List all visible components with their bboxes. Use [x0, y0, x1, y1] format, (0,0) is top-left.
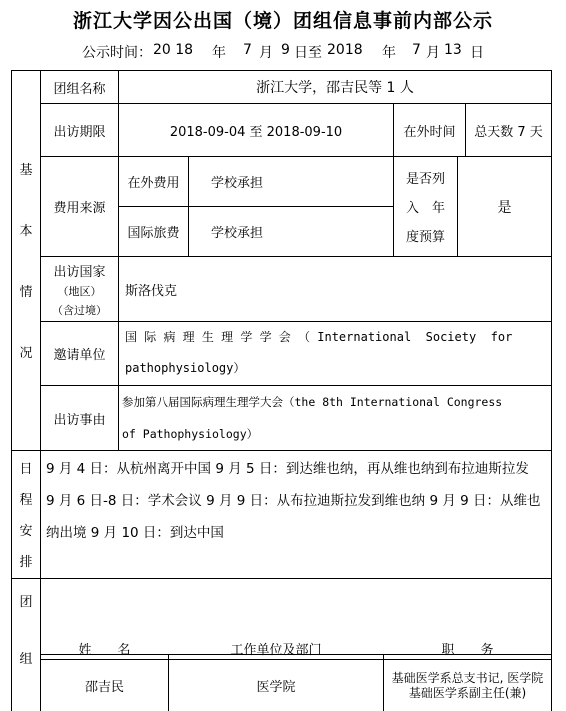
budget-value: 是	[497, 199, 512, 216]
section-char: 组	[19, 652, 33, 667]
col-header-name: 姓 名	[78, 642, 131, 658]
schedule-text	[46, 453, 550, 549]
col-header-unit: 工作单位及部门	[230, 642, 322, 658]
grid-line	[11, 450, 552, 451]
days-abroad-label: 在外时间	[403, 124, 456, 140]
grid-line	[551, 70, 552, 711]
travel-cost-value: 学校承担	[211, 226, 264, 241]
member-title-line: 基础医学系总支书记, 医学院	[391, 670, 544, 685]
start-day-unit: 日至	[294, 45, 322, 61]
schedule-line: 纳出境 9 月 10 日：到达中国	[46, 525, 224, 541]
country-label-line: （地区）	[57, 284, 102, 298]
days-abroad-value: 总天数 7 天	[474, 124, 543, 140]
inviter-line: pathophysiology）	[125, 361, 246, 375]
country-label-line: 出访国家	[53, 264, 106, 280]
section-char: 安	[19, 524, 33, 539]
member-title-line: 基础医学系副主任(兼)	[408, 685, 527, 700]
basic-section-label	[12, 150, 40, 370]
section-char: 团	[19, 595, 33, 610]
end-day-unit: 日	[470, 45, 484, 61]
period-value: 2018-09-04 至 2018-09-10	[169, 124, 343, 140]
inviter-line: 国 际 病 理 生 理 学 学 会 （ International Society for	[125, 330, 513, 344]
country-label-line: （含过境）	[52, 303, 107, 317]
section-char: 况	[19, 346, 33, 361]
end-year-unit: 年	[382, 45, 396, 61]
budget-label-line: 度预算	[405, 230, 445, 245]
abroad-cost-label: 在外费用	[127, 176, 180, 191]
group-name-value: 浙江大学，邵吉民等 1 人	[256, 80, 414, 96]
member-name: 邵吉民	[84, 680, 124, 695]
budget-label	[394, 157, 457, 256]
start-year-unit: 年	[212, 45, 226, 61]
end-month: 7	[412, 42, 421, 58]
members-section-label	[12, 584, 40, 674]
inviter-label: 邀请单位	[53, 348, 106, 363]
col-header-title: 职 务	[441, 642, 494, 658]
purpose-line: 参加第八届国际病理生理学大会（the 8th International Congress	[122, 395, 503, 409]
time-label: 公示时间：	[82, 45, 152, 61]
purpose-label: 出访事由	[53, 412, 106, 428]
country-value: 斯洛伐克	[125, 283, 178, 299]
schedule-line: 9 月 4 日：从杭州离开中国 9 月 5 日：到达维也纳，再从维也纳到布拉迪斯拉发	[46, 461, 529, 477]
funding-label: 费用来源	[53, 201, 106, 216]
section-char: 程	[19, 493, 33, 508]
grid-line	[11, 578, 552, 579]
abroad-cost-value: 学校承担	[211, 176, 264, 191]
section-char: 基	[19, 163, 33, 178]
start-month-unit: 月	[259, 45, 273, 61]
member-title	[384, 660, 551, 711]
section-char: 情	[19, 285, 33, 300]
end-month-unit: 月	[426, 45, 440, 61]
start-month: 7	[243, 42, 252, 58]
page-title: 浙江大学因公出国（境）团组信息事前内部公示	[72, 10, 493, 32]
schedule-section-label	[12, 452, 40, 576]
inviter-value	[125, 322, 547, 384]
group-name-label: 团组名称	[53, 81, 106, 97]
section-char: 排	[19, 555, 33, 570]
budget-label-line: 入 年	[405, 201, 445, 216]
section-char: 本	[19, 224, 33, 239]
purpose-line: of Pathophysiology）	[122, 427, 259, 441]
end-day: 13	[444, 42, 462, 58]
member-unit: 医学院	[256, 680, 296, 695]
period-label: 出访期限	[53, 124, 106, 140]
end-year: 2018	[327, 42, 363, 58]
start-year: 20 18	[153, 42, 194, 58]
country-label	[41, 257, 118, 321]
travel-cost-label: 国际旅费	[127, 226, 180, 241]
section-char: 日	[19, 462, 33, 477]
budget-label-line: 是否列	[405, 172, 445, 187]
schedule-line: 9 月 6 日-8 日：学术会议 9 月 9 日：从布拉迪斯拉发到维也纳 9 月 9 日：从维也	[46, 493, 541, 509]
start-day: 9	[281, 42, 290, 58]
purpose-value	[122, 386, 548, 450]
